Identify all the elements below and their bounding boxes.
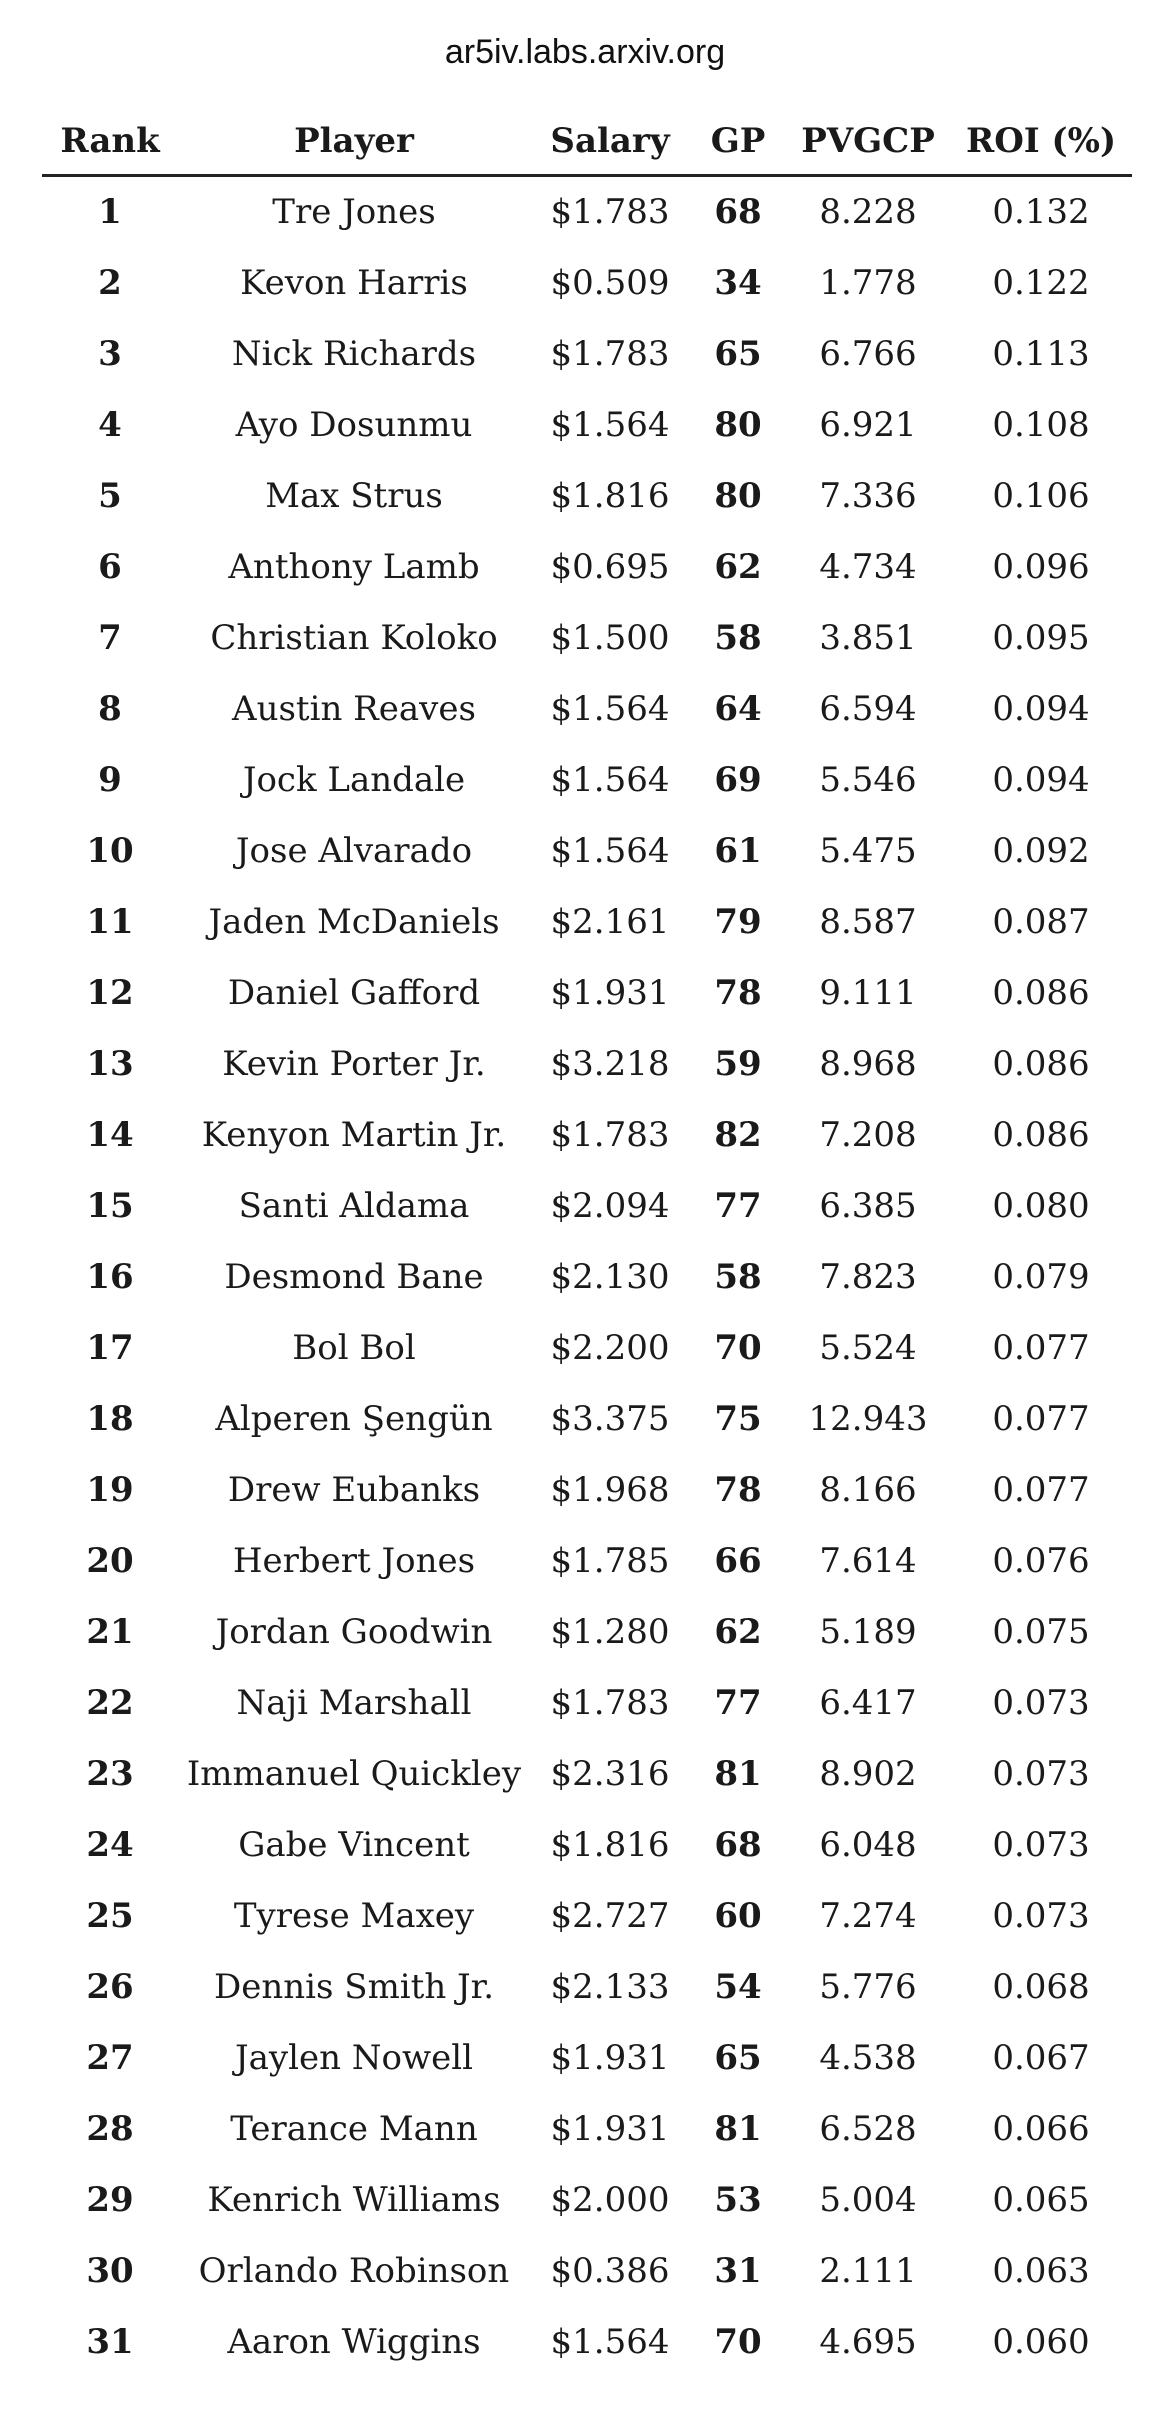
roi-cell: 0.076 (992, 1541, 1090, 1581)
rank-cell: 27 (86, 2038, 134, 2078)
table-row (42, 390, 1132, 461)
gp-cell: 77 (714, 1683, 762, 1723)
pvgcp-cell: 7.274 (819, 1896, 917, 1936)
player-cell: Tre Jones (272, 192, 436, 232)
rank-cell: 8 (98, 689, 122, 729)
table-row (42, 1810, 1132, 1881)
roi-cell: 0.106 (992, 476, 1090, 516)
gp-cell: 54 (714, 1967, 762, 2007)
rank-cell: 31 (86, 2322, 134, 2362)
salary-cell: $2.000 (550, 2180, 670, 2220)
salary-cell: $3.218 (550, 1044, 670, 1084)
roi-cell: 0.079 (992, 1257, 1090, 1297)
table-body (42, 176, 1132, 2379)
pvgcp-cell: 5.546 (819, 760, 917, 800)
gp-cell: 68 (714, 192, 762, 232)
pvgcp-cell: 2.111 (819, 2251, 917, 2291)
rank-cell: 3 (98, 334, 122, 374)
roi-cell: 0.068 (992, 1967, 1090, 2007)
table-row (42, 1952, 1132, 2023)
gp-cell: 66 (714, 1541, 762, 1581)
pvgcp-cell: 12.943 (808, 1399, 928, 1439)
roi-cell: 0.094 (992, 760, 1090, 800)
address-bar-url[interactable]: ar5iv.labs.arxiv.org (444, 33, 726, 71)
rank-cell: 12 (86, 973, 134, 1013)
roi-cell: 0.122 (992, 263, 1090, 303)
salary-cell: $0.509 (550, 263, 670, 303)
rank-cell: 13 (86, 1044, 134, 1084)
gp-cell: 62 (714, 1612, 762, 1652)
table-row (42, 1455, 1132, 1526)
player-cell: Santi Aldama (238, 1186, 470, 1226)
gp-cell: 34 (714, 263, 762, 303)
rank-cell: 17 (86, 1328, 134, 1368)
pvgcp-cell: 6.048 (819, 1825, 917, 1865)
player-cell: Naji Marshall (236, 1683, 472, 1723)
pvgcp-cell: 6.594 (819, 689, 917, 729)
gp-cell: 65 (714, 2038, 762, 2078)
salary-cell: $1.564 (550, 2322, 670, 2362)
player-roi-table (42, 108, 1132, 2378)
player-cell: Drew Eubanks (227, 1470, 481, 1510)
gp-cell: 75 (714, 1399, 762, 1439)
roi-cell: 0.077 (992, 1399, 1090, 1439)
pvgcp-cell: 7.208 (819, 1115, 917, 1155)
pvgcp-cell: 6.417 (819, 1683, 917, 1723)
player-cell: Terance Mann (230, 2109, 478, 2149)
table-row (42, 248, 1132, 319)
table-row (42, 1171, 1132, 1242)
salary-cell: $1.783 (550, 334, 670, 374)
player-cell: Anthony Lamb (228, 547, 480, 587)
gp-cell: 31 (714, 2251, 762, 2291)
salary-cell: $1.783 (550, 192, 670, 232)
player-cell: Jock Landale (242, 760, 466, 800)
table-header-row (42, 108, 1132, 176)
table-row (42, 1881, 1132, 1952)
roi-cell: 0.065 (992, 2180, 1090, 2220)
roi-cell: 0.094 (992, 689, 1090, 729)
salary-cell: $2.130 (550, 1257, 670, 1297)
pvgcp-cell: 4.538 (819, 2038, 917, 2078)
roi-cell: 0.073 (992, 1754, 1090, 1794)
table-row (42, 816, 1132, 887)
gp-cell: 77 (714, 1186, 762, 1226)
gp-cell: 80 (714, 476, 762, 516)
rank-cell: 6 (98, 547, 122, 587)
column-header-gp: GP (690, 108, 786, 176)
salary-cell: $1.564 (550, 760, 670, 800)
column-header-salary: Salary (530, 108, 690, 176)
player-cell: Christian Koloko (210, 618, 498, 658)
rank-cell: 11 (86, 902, 134, 942)
column-header-player: Player (178, 108, 530, 176)
gp-cell: 70 (714, 1328, 762, 1368)
table-row (42, 887, 1132, 958)
rank-cell: 9 (98, 760, 122, 800)
roi-cell: 0.073 (992, 1896, 1090, 1936)
rank-cell: 7 (98, 618, 122, 658)
pvgcp-cell: 7.614 (819, 1541, 917, 1581)
pvgcp-cell: 8.968 (819, 1044, 917, 1084)
player-cell: Nick Richards (231, 334, 477, 374)
gp-cell: 79 (714, 902, 762, 942)
player-cell: Kenrich Williams (207, 2180, 501, 2220)
player-cell: Bol Bol (292, 1328, 416, 1368)
pvgcp-cell: 5.475 (819, 831, 917, 871)
player-cell: Daniel Gafford (227, 973, 481, 1013)
table-row (42, 1526, 1132, 1597)
salary-cell: $1.816 (550, 1825, 670, 1865)
salary-cell: $1.968 (550, 1470, 670, 1510)
table-row (42, 2307, 1132, 2378)
player-cell: Dennis Smith Jr. (213, 1967, 495, 2007)
rank-cell: 14 (86, 1115, 134, 1155)
player-cell: Herbert Jones (232, 1541, 476, 1581)
roi-cell: 0.067 (992, 2038, 1090, 2078)
pvgcp-cell: 8.228 (819, 192, 917, 232)
gp-cell: 78 (714, 1470, 762, 1510)
player-cell: Max Strus (265, 476, 443, 516)
table-row (42, 1313, 1132, 1384)
player-cell: Jordan Goodwin (215, 1612, 493, 1652)
roi-cell: 0.080 (992, 1186, 1090, 1226)
rank-cell: 22 (86, 1683, 134, 1723)
roi-cell: 0.095 (992, 618, 1090, 658)
pvgcp-cell: 6.766 (819, 334, 917, 374)
rank-cell: 16 (86, 1257, 134, 1297)
gp-cell: 80 (714, 405, 762, 445)
salary-cell: $1.280 (550, 1612, 670, 1652)
gp-cell: 61 (714, 831, 762, 871)
player-cell: Kevin Porter Jr. (222, 1044, 486, 1084)
player-cell: Jaylen Nowell (235, 2038, 473, 2078)
roi-cell: 0.077 (992, 1470, 1090, 1510)
rank-cell: 25 (86, 1896, 134, 1936)
player-cell: Immanuel Quickley (186, 1754, 522, 1794)
salary-cell: $2.200 (550, 1328, 670, 1368)
roi-cell: 0.077 (992, 1328, 1090, 1368)
pvgcp-cell: 4.695 (819, 2322, 917, 2362)
player-cell: Gabe Vincent (238, 1825, 470, 1865)
table-row (42, 176, 1132, 249)
rank-cell: 30 (86, 2251, 134, 2291)
table-row (42, 2094, 1132, 2165)
rank-cell: 26 (86, 1967, 134, 2007)
table-row (42, 958, 1132, 1029)
table-row (42, 2236, 1132, 2307)
rank-cell: 18 (86, 1399, 134, 1439)
rank-cell: 4 (98, 405, 122, 445)
gp-cell: 81 (714, 1754, 762, 1794)
salary-cell: $1.564 (550, 405, 670, 445)
pvgcp-cell: 6.385 (819, 1186, 917, 1226)
table-row (42, 1597, 1132, 1668)
rank-cell: 28 (86, 2109, 134, 2149)
bottom-fade (0, 2380, 1170, 2421)
pvgcp-cell: 6.528 (819, 2109, 917, 2149)
rank-cell: 20 (86, 1541, 134, 1581)
roi-cell: 0.132 (992, 192, 1090, 232)
gp-cell: 64 (714, 689, 762, 729)
salary-cell: $1.785 (550, 1541, 670, 1581)
rank-cell: 24 (86, 1825, 134, 1865)
player-cell: Desmond Bane (224, 1257, 484, 1297)
table-row (42, 2023, 1132, 2094)
roi-cell: 0.086 (992, 1115, 1090, 1155)
salary-cell: $1.931 (550, 2109, 670, 2149)
pvgcp-cell: 6.921 (819, 405, 917, 445)
table-row (42, 2165, 1132, 2236)
rank-cell: 10 (86, 831, 134, 871)
table-row (42, 674, 1132, 745)
table-row (42, 603, 1132, 674)
salary-cell: $1.564 (550, 831, 670, 871)
pvgcp-cell: 4.734 (819, 547, 917, 587)
pvgcp-cell: 7.823 (819, 1257, 917, 1297)
rank-cell: 21 (86, 1612, 134, 1652)
roi-cell: 0.066 (992, 2109, 1090, 2149)
gp-cell: 65 (714, 334, 762, 374)
rank-cell: 23 (86, 1754, 134, 1794)
rank-cell: 29 (86, 2180, 134, 2220)
table-row (42, 1029, 1132, 1100)
gp-cell: 62 (714, 547, 762, 587)
salary-cell: $1.783 (550, 1115, 670, 1155)
salary-cell: $2.316 (550, 1754, 670, 1794)
player-cell: Austin Reaves (232, 689, 476, 729)
player-cell: Alperen Şengün (215, 1399, 493, 1439)
table-row (42, 1100, 1132, 1171)
gp-cell: 78 (714, 973, 762, 1013)
table-row (42, 1668, 1132, 1739)
gp-cell: 82 (714, 1115, 762, 1155)
pvgcp-cell: 8.587 (819, 902, 917, 942)
salary-cell: $2.161 (550, 902, 670, 942)
pvgcp-cell: 3.851 (819, 618, 917, 658)
pvgcp-cell: 1.778 (819, 263, 917, 303)
salary-cell: $0.386 (550, 2251, 670, 2291)
column-header-roi: ROI (%) (950, 108, 1132, 176)
gp-cell: 68 (714, 1825, 762, 1865)
player-cell: Ayo Dosunmu (235, 405, 473, 445)
table-row (42, 745, 1132, 816)
roi-cell: 0.073 (992, 1683, 1090, 1723)
pvgcp-cell: 5.004 (819, 2180, 917, 2220)
pvgcp-cell: 5.776 (819, 1967, 917, 2007)
gp-cell: 59 (714, 1044, 762, 1084)
gp-cell: 58 (714, 618, 762, 658)
column-header-rank: Rank (42, 108, 178, 176)
salary-cell: $2.094 (550, 1186, 670, 1226)
roi-cell: 0.087 (992, 902, 1090, 942)
roi-cell: 0.096 (992, 547, 1090, 587)
gp-cell: 53 (714, 2180, 762, 2220)
salary-cell: $1.931 (550, 973, 670, 1013)
player-cell: Kevon Harris (240, 263, 468, 303)
salary-cell: $3.375 (550, 1399, 670, 1439)
gp-cell: 58 (714, 1257, 762, 1297)
gp-cell: 70 (714, 2322, 762, 2362)
rank-cell: 15 (86, 1186, 134, 1226)
pvgcp-cell: 7.336 (819, 476, 917, 516)
salary-cell: $1.931 (550, 2038, 670, 2078)
player-cell: Tyrese Maxey (233, 1896, 475, 1936)
roi-cell: 0.092 (992, 831, 1090, 871)
player-cell: Jose Alvarado (235, 831, 473, 871)
gp-cell: 60 (714, 1896, 762, 1936)
table-row (42, 319, 1132, 390)
column-header-pvgcp: PVGCP (786, 108, 950, 176)
salary-cell: $2.727 (550, 1896, 670, 1936)
table-row (42, 1384, 1132, 1455)
salary-cell: $1.816 (550, 476, 670, 516)
pvgcp-cell: 5.189 (819, 1612, 917, 1652)
roi-cell: 0.108 (992, 405, 1090, 445)
table-row (42, 1739, 1132, 1810)
roi-cell: 0.060 (992, 2322, 1090, 2362)
table-row (42, 532, 1132, 603)
salary-cell: $1.564 (550, 689, 670, 729)
pvgcp-cell: 8.166 (819, 1470, 917, 1510)
salary-cell: $0.695 (550, 547, 670, 587)
rank-cell: 2 (98, 263, 122, 303)
roi-cell: 0.113 (992, 334, 1090, 374)
rank-cell: 19 (86, 1470, 134, 1510)
player-cell: Orlando Robinson (198, 2251, 510, 2291)
salary-cell: $2.133 (550, 1967, 670, 2007)
pvgcp-cell: 5.524 (819, 1328, 917, 1368)
roi-cell: 0.086 (992, 973, 1090, 1013)
gp-cell: 69 (714, 760, 762, 800)
pvgcp-cell: 9.111 (819, 973, 917, 1013)
pvgcp-cell: 8.902 (819, 1754, 917, 1794)
roi-cell: 0.086 (992, 1044, 1090, 1084)
table-row (42, 461, 1132, 532)
player-cell: Aaron Wiggins (227, 2322, 481, 2362)
rank-cell: 1 (98, 192, 122, 232)
rank-cell: 5 (98, 476, 122, 516)
roi-cell: 0.075 (992, 1612, 1090, 1652)
player-cell: Kenyon Martin Jr. (201, 1115, 507, 1155)
gp-cell: 81 (714, 2109, 762, 2149)
roi-cell: 0.063 (992, 2251, 1090, 2291)
salary-cell: $1.783 (550, 1683, 670, 1723)
salary-cell: $1.500 (550, 618, 670, 658)
table-row (42, 1242, 1132, 1313)
player-cell: Jaden McDaniels (208, 902, 500, 942)
roi-cell: 0.073 (992, 1825, 1090, 1865)
